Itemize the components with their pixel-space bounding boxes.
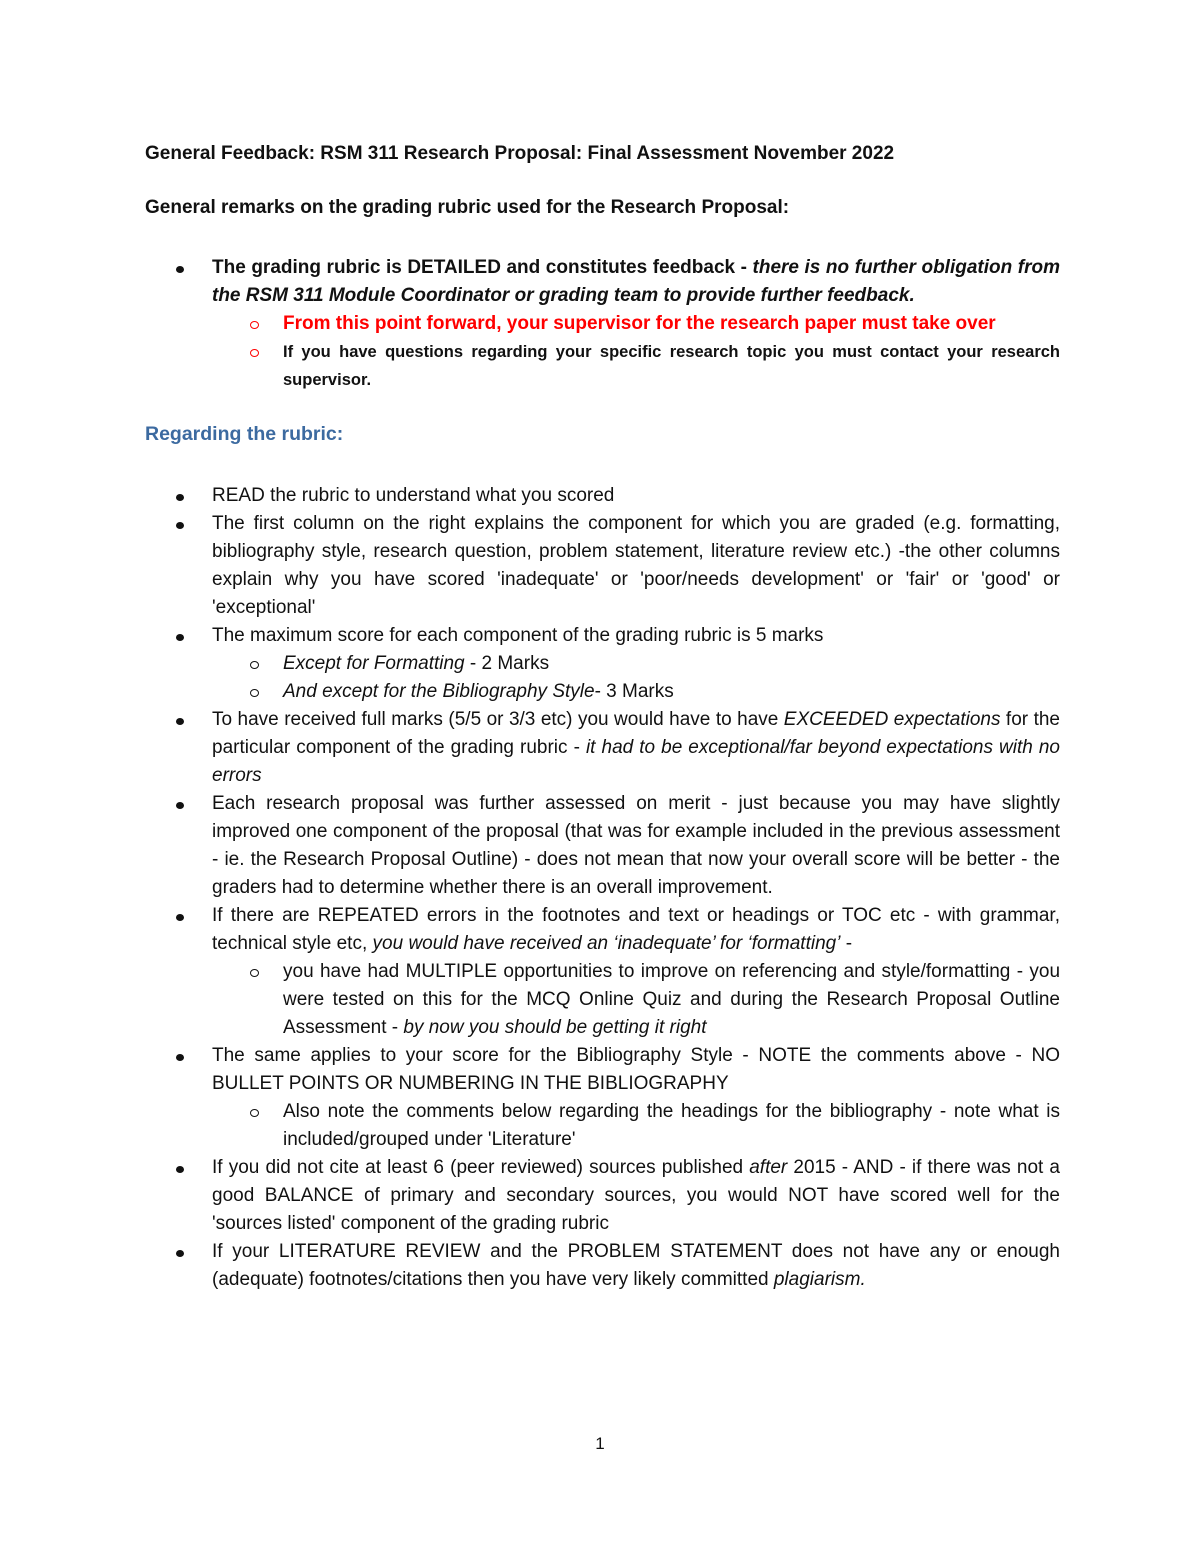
list-item bbox=[145, 678, 1060, 706]
bullet-icon bbox=[176, 634, 184, 641]
item-text: - bbox=[840, 933, 853, 954]
document-subtitle: General remarks on the grading rubric used for the Research Proposal: bbox=[145, 197, 790, 218]
item-text: If your LITERATURE REVIEW and the PROBLEM STATEMENT does not have any or enough (adequate) footnotes/citations then you have very likely committed bbox=[212, 1241, 1060, 1290]
item-text: The maximum score for each component of the grading rubric is 5 marks bbox=[212, 625, 824, 646]
list-item bbox=[145, 310, 1060, 338]
item-text: MULTIPLE bbox=[405, 961, 498, 982]
page-number: 1 bbox=[595, 1434, 605, 1453]
list-item bbox=[145, 482, 1060, 510]
bullet-icon bbox=[176, 522, 184, 529]
item-text: Each research proposal was further assessed on merit - just because you may have slightly improved one component of the proposal (that was for example included in the previous assessment - ie. the Research Proposal Outline) - does not mean that now your overall score will be better - the graders had to determine whether there is an overall improvement. bbox=[212, 793, 1060, 898]
list-item bbox=[145, 622, 1060, 650]
bullet-icon bbox=[176, 1166, 184, 1173]
item-italic-text: after bbox=[749, 1157, 788, 1178]
item-text: 2015 - AND - if there was not a good BALANCE of primary and secondary sources, you would NOT have scored well for the 'sources listed' component of the grading rubric bbox=[212, 1157, 1060, 1234]
list-item bbox=[145, 706, 1060, 790]
bullet-icon bbox=[176, 802, 184, 809]
item-text: - 3 Marks bbox=[594, 681, 674, 702]
item-text: - 2 Marks bbox=[464, 653, 550, 674]
hollow-bullet-icon bbox=[250, 321, 259, 329]
hollow-bullet-icon bbox=[250, 689, 259, 697]
list-item bbox=[145, 902, 1060, 958]
item-italic-text: EXCEEDED expectations bbox=[783, 709, 1001, 730]
bullet-icon bbox=[176, 1250, 184, 1257]
item-italic-text: by now you should be getting it right bbox=[403, 1017, 707, 1038]
item-text: The same applies to your score for the Bibliography Style - NOTE the comments above - NO BULLET POINTS OR NUMBERING IN THE BIBLIOGRAPHY bbox=[212, 1045, 1060, 1094]
hollow-bullet-icon bbox=[250, 1109, 259, 1117]
list-item bbox=[145, 510, 1060, 622]
hollow-bullet-icon bbox=[250, 969, 259, 977]
item-text: To have received full marks (5/5 or 3/3 etc) you would have to have bbox=[212, 709, 784, 730]
document-body bbox=[145, 140, 1060, 1294]
item-text: opportunities to improve on referencing and style/formatting - you were tested on this for the MCQ Online Quiz and during the Research Proposal Outline Assessment - bbox=[283, 961, 1061, 1038]
document-title: General Feedback: RSM 311 Research Proposal: Final Assessment November 2022 bbox=[145, 143, 895, 164]
list-item bbox=[145, 1154, 1060, 1238]
item-text: The first column on the right explains the component for which you are graded (e.g. formatting, bibliography style, research question, problem statement, literature review etc.) -the other columns explain why you have scored 'inadequate' or 'poor/needs development' or 'fair' or 'good' or 'exceptional' bbox=[212, 513, 1060, 618]
bullet-icon bbox=[176, 718, 184, 725]
bullet-icon bbox=[176, 494, 184, 501]
intro-bold-italic-text: there is no further obligation from the RSM 311 Module Coordinator or grading team to provide further feedback. bbox=[212, 257, 1060, 306]
item-text: you have had bbox=[283, 961, 406, 982]
intro-list bbox=[145, 254, 1060, 394]
list-item bbox=[145, 1098, 1060, 1154]
item-italic-text: you would have received an ‘inadequate’ for ‘formatting’ bbox=[372, 933, 841, 954]
item-italic-text: it had to be exceptional/far beyond expectations with no errors bbox=[212, 737, 1060, 786]
list-item bbox=[145, 1238, 1060, 1294]
hollow-bullet-icon bbox=[250, 661, 259, 669]
item-text: for the particular component of the grading rubric - bbox=[212, 709, 1060, 758]
bullet-icon bbox=[176, 1054, 184, 1061]
item-italic-text: plagiarism. bbox=[773, 1269, 866, 1290]
item-italic-text: Except for Formatting bbox=[283, 653, 465, 674]
item-text: Also note the comments below regarding the headings for the bibliography - note what is included/grouped under 'Literature' bbox=[283, 1101, 1060, 1150]
supervisor-notice: From this point forward, your supervisor for the research paper must take over bbox=[283, 313, 996, 334]
intro-bold-text: The grading rubric is DETAILED and constitutes feedback - bbox=[212, 257, 753, 278]
hollow-bullet-icon bbox=[250, 349, 259, 357]
list-item bbox=[145, 958, 1060, 1042]
rubric-list bbox=[145, 482, 1060, 1294]
list-item bbox=[145, 338, 1060, 394]
list-item bbox=[145, 790, 1060, 902]
list-item bbox=[145, 1042, 1060, 1098]
list-item bbox=[145, 650, 1060, 678]
item-italic-text: And except for the Bibliography Style bbox=[283, 681, 595, 702]
bullet-icon bbox=[176, 914, 184, 921]
list-item bbox=[145, 254, 1060, 310]
item-text: If you did not cite at least 6 (peer reviewed) sources published bbox=[212, 1157, 750, 1178]
contact-supervisor-notice: If you have questions regarding your specific research topic you must contact your research supervisor. bbox=[283, 343, 1060, 389]
rubric-heading: Regarding the rubric: bbox=[145, 423, 344, 445]
item-text: If there are REPEATED errors in the footnotes and text or headings or TOC etc - with grammar, technical style etc, bbox=[212, 905, 1060, 954]
item-text: READ the rubric to understand what you scored bbox=[212, 485, 615, 506]
bullet-icon bbox=[176, 266, 184, 273]
